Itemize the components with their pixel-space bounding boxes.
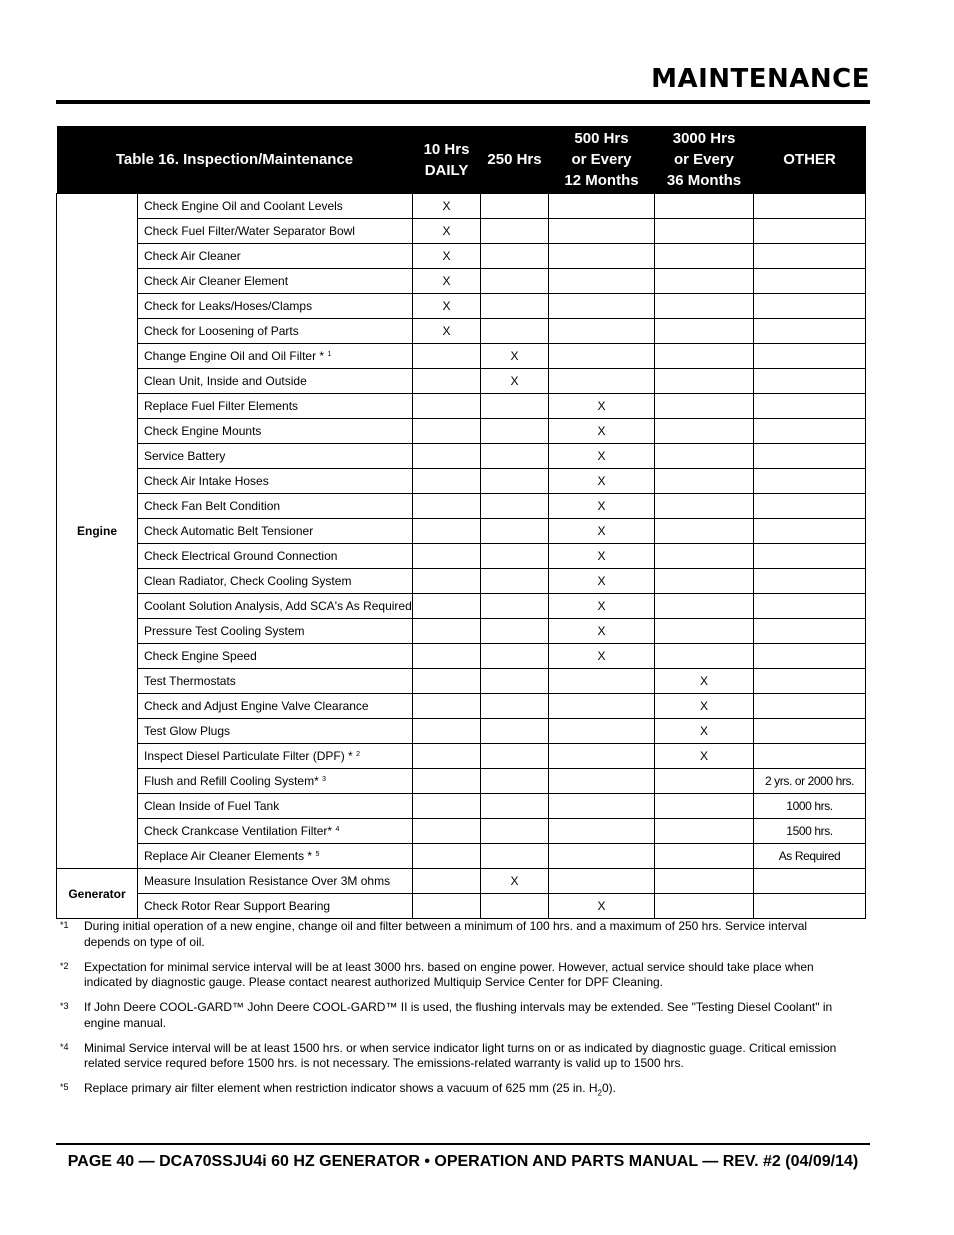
interval-mark-cell	[549, 869, 655, 894]
interval-mark-cell: X	[655, 744, 754, 769]
interval-mark-cell	[413, 794, 481, 819]
table-row	[57, 369, 866, 394]
interval-other-cell	[754, 194, 866, 219]
interval-mark-cell	[655, 819, 754, 844]
interval-mark-cell	[549, 344, 655, 369]
interval-other-cell	[754, 544, 866, 569]
interval-mark-cell	[481, 844, 549, 869]
interval-mark-cell	[413, 719, 481, 744]
task-label: Replace Air Cleaner Elements *	[144, 849, 313, 863]
interval-mark-cell	[481, 694, 549, 719]
interval-mark-cell	[549, 794, 655, 819]
interval-mark-cell	[549, 694, 655, 719]
task-cell	[138, 569, 413, 594]
task-label: Check Engine Oil and Coolant Levels	[144, 199, 343, 213]
interval-mark-cell	[549, 244, 655, 269]
interval-other-cell	[754, 869, 866, 894]
task-label: Check Automatic Belt Tensioner	[144, 524, 314, 538]
interval-mark-cell	[481, 669, 549, 694]
interval-mark-cell	[413, 544, 481, 569]
interval-mark-cell	[549, 294, 655, 319]
interval-mark-cell	[413, 694, 481, 719]
page-footer: PAGE 40 — DCA70SSJU4i 60 HZ GENERATOR • OPERATION AND PARTS MANUAL — REV. #2 (04/09/14)	[67, 1153, 859, 1170]
footnote-mark: *2	[60, 960, 69, 971]
task-cell	[138, 594, 413, 619]
task-label: Inspect Diesel Particulate Filter (DPF) *	[144, 749, 353, 763]
footnote-text: If John Deere COOL-GARD™ John Deere COOL-GARD™ II is used, the flushing intervals may be extended. See "Testing Diesel Coolant" in engine manual.	[84, 1000, 833, 1030]
interval-mark-cell	[481, 644, 549, 669]
interval-mark-cell: X	[655, 719, 754, 744]
task-cell	[138, 319, 413, 344]
task-cell	[138, 619, 413, 644]
interval-mark-cell	[413, 369, 481, 394]
task-label: Clean Inside of Fuel Tank	[144, 799, 280, 813]
table-row	[57, 344, 866, 369]
table-row	[57, 694, 866, 719]
footnote-mark: *1	[60, 920, 69, 930]
task-label: Pressure Test Cooling System	[144, 624, 305, 638]
task-cell	[138, 494, 413, 519]
task-label: Check Air Cleaner Element	[144, 274, 289, 288]
interval-mark-cell: X	[549, 619, 655, 644]
task-label: Change Engine Oil and Oil Filter *	[144, 349, 325, 363]
task-cell	[138, 369, 413, 394]
table-row	[57, 719, 866, 744]
interval-mark-cell: X	[655, 669, 754, 694]
interval-mark-cell: X	[549, 444, 655, 469]
footer-rule	[56, 1143, 870, 1145]
interval-mark-cell	[413, 594, 481, 619]
task-label: Check Air Intake Hoses	[144, 474, 269, 488]
table-row	[57, 419, 866, 444]
table-row	[57, 769, 866, 794]
interval-mark-cell	[481, 794, 549, 819]
task-cell	[138, 769, 413, 794]
interval-mark-cell: X	[549, 569, 655, 594]
interval-other-cell	[754, 444, 866, 469]
interval-mark-cell	[481, 569, 549, 594]
footnotes	[60, 919, 850, 1110]
interval-mark-cell	[481, 519, 549, 544]
interval-mark-cell	[655, 469, 754, 494]
task-label: Clean Unit, Inside and Outside	[144, 374, 307, 388]
interval-mark-cell: X	[413, 269, 481, 294]
task-label: Replace Fuel Filter Elements	[144, 399, 299, 413]
interval-other-cell	[754, 394, 866, 419]
interval-mark-cell	[549, 269, 655, 294]
interval-mark-cell	[549, 369, 655, 394]
table-row	[57, 269, 866, 294]
task-cell	[138, 444, 413, 469]
footnote-ref: 1	[327, 351, 332, 358]
interval-mark-cell	[655, 269, 754, 294]
interval-mark-cell	[481, 894, 549, 919]
interval-other-cell	[754, 519, 866, 544]
interval-mark-cell	[549, 669, 655, 694]
interval-mark-cell	[655, 294, 754, 319]
task-label: Test Glow Plugs	[144, 724, 231, 738]
table-row	[57, 469, 866, 494]
table-row	[57, 444, 866, 469]
table-caption: Table 16. Inspection/Maintenance	[57, 126, 413, 194]
footnote-ref: 4	[335, 826, 340, 833]
interval-mark-cell	[481, 219, 549, 244]
interval-mark-cell	[655, 769, 754, 794]
interval-mark-cell: X	[549, 394, 655, 419]
interval-other-cell	[754, 894, 866, 919]
footnote-ref: 5	[315, 851, 320, 858]
task-label: Coolant Solution Analysis, Add SCA's As Required	[144, 599, 412, 613]
interval-mark-cell	[413, 344, 481, 369]
footnote-mark: *5	[60, 1082, 69, 1092]
task-cell	[138, 294, 413, 319]
interval-mark-cell	[481, 319, 549, 344]
interval-other-cell	[754, 244, 866, 269]
footnote-text: Expectation for minimal service interval will be at least 3000 hrs. based on engine power. However, actual service should take place when indicated by diagnostic gauge. Please contact nearest authorized Multiquip Service Center for DPF Cleaning.	[84, 959, 814, 989]
column-header-other: OTHER	[754, 126, 866, 194]
interval-mark-cell	[481, 294, 549, 319]
interval-mark-cell	[655, 344, 754, 369]
footnote-text: Minimal Service interval will be at least 1500 hrs. or when service indicator light turns on or as indicated by diagnostic guage. Critical emission related service requred before 1500 hrs. is not necessary. The emissions-related warranty is valid up to 1500 hrs.	[84, 1040, 837, 1070]
inspection-maintenance-table	[56, 126, 866, 919]
interval-mark-cell: X	[655, 694, 754, 719]
table-row	[57, 569, 866, 594]
task-cell	[138, 394, 413, 419]
footnote-ref: 3	[322, 776, 326, 783]
table-row	[57, 244, 866, 269]
footnote-mark: *4	[60, 1041, 69, 1052]
interval-mark-cell	[655, 219, 754, 244]
interval-mark-cell	[413, 469, 481, 494]
interval-other-cell	[754, 344, 866, 369]
task-label: Check Rotor Rear Support Bearing	[144, 899, 331, 913]
task-label: Check and Adjust Engine Valve Clearance	[144, 699, 369, 713]
task-cell	[138, 269, 413, 294]
task-label: Flush and Refill Cooling System*	[144, 774, 319, 788]
table-row	[57, 819, 866, 844]
interval-mark-cell	[549, 744, 655, 769]
interval-other-cell	[754, 219, 866, 244]
task-label: Check Engine Mounts	[144, 424, 262, 438]
interval-mark-cell	[481, 619, 549, 644]
interval-other-cell	[754, 619, 866, 644]
task-label: Check Crankcase Ventilation Filter*	[144, 824, 333, 838]
interval-mark-cell	[549, 194, 655, 219]
interval-mark-cell	[413, 869, 481, 894]
task-cell	[138, 894, 413, 919]
table-row	[57, 394, 866, 419]
interval-other-cell	[754, 569, 866, 594]
interval-mark-cell	[655, 869, 754, 894]
interval-mark-cell	[655, 594, 754, 619]
table-row	[57, 294, 866, 319]
interval-mark-cell	[413, 444, 481, 469]
interval-other-cell	[754, 369, 866, 394]
task-cell	[138, 869, 413, 894]
table-row	[57, 594, 866, 619]
interval-mark-cell	[413, 494, 481, 519]
interval-mark-cell	[655, 494, 754, 519]
interval-mark-cell	[413, 769, 481, 794]
interval-mark-cell: X	[549, 894, 655, 919]
interval-mark-cell: X	[549, 519, 655, 544]
interval-mark-cell	[549, 844, 655, 869]
task-cell	[138, 694, 413, 719]
interval-mark-cell	[655, 394, 754, 419]
interval-mark-cell	[549, 219, 655, 244]
interval-mark-cell	[655, 619, 754, 644]
group-label: Generator	[57, 869, 138, 919]
task-label: Check Engine Speed	[144, 649, 257, 663]
interval-other-cell	[754, 694, 866, 719]
interval-mark-cell	[481, 194, 549, 219]
interval-mark-cell: X	[481, 369, 549, 394]
interval-other-cell: 1000 hrs.	[754, 794, 866, 819]
task-cell	[138, 244, 413, 269]
interval-mark-cell	[481, 744, 549, 769]
interval-other-cell	[754, 494, 866, 519]
interval-mark-cell: X	[413, 294, 481, 319]
task-label: Service Battery	[144, 449, 226, 463]
interval-mark-cell	[481, 419, 549, 444]
task-cell	[138, 669, 413, 694]
task-label: Check Fuel Filter/Water Separator Bowl	[144, 224, 355, 238]
interval-mark-cell: X	[413, 244, 481, 269]
interval-other-cell: As Required	[754, 844, 866, 869]
task-cell	[138, 344, 413, 369]
interval-mark-cell	[413, 894, 481, 919]
task-cell	[138, 794, 413, 819]
task-cell	[138, 544, 413, 569]
interval-mark-cell: X	[549, 419, 655, 444]
task-cell	[138, 644, 413, 669]
interval-mark-cell	[481, 494, 549, 519]
interval-mark-cell: X	[413, 219, 481, 244]
interval-mark-cell	[549, 319, 655, 344]
interval-mark-cell	[481, 719, 549, 744]
interval-mark-cell: X	[549, 544, 655, 569]
interval-other-cell	[754, 294, 866, 319]
interval-mark-cell	[481, 594, 549, 619]
task-cell	[138, 194, 413, 219]
interval-mark-cell	[655, 844, 754, 869]
interval-other-cell	[754, 594, 866, 619]
interval-mark-cell	[413, 644, 481, 669]
interval-other-cell: 2 yrs. or 2000 hrs.	[754, 769, 866, 794]
interval-mark-cell	[481, 819, 549, 844]
interval-mark-cell	[549, 769, 655, 794]
interval-mark-cell	[655, 419, 754, 444]
interval-mark-cell: X	[549, 469, 655, 494]
interval-mark-cell	[549, 719, 655, 744]
interval-other-cell	[754, 719, 866, 744]
interval-other-cell	[754, 644, 866, 669]
interval-mark-cell	[413, 669, 481, 694]
interval-mark-cell	[655, 544, 754, 569]
task-cell	[138, 519, 413, 544]
interval-mark-cell	[413, 619, 481, 644]
interval-mark-cell	[481, 444, 549, 469]
interval-mark-cell	[655, 369, 754, 394]
interval-mark-cell	[655, 644, 754, 669]
table-row	[57, 794, 866, 819]
footnote-ref: 2	[356, 751, 360, 758]
table-row	[57, 544, 866, 569]
column-header-250hrs: 250 Hrs	[481, 126, 549, 194]
footnote	[60, 919, 850, 950]
table-row	[57, 844, 866, 869]
interval-mark-cell	[655, 519, 754, 544]
interval-other-cell	[754, 319, 866, 344]
interval-other-cell: 1500 hrs.	[754, 819, 866, 844]
interval-mark-cell: X	[549, 594, 655, 619]
table-row	[57, 669, 866, 694]
task-label: Clean Radiator, Check Cooling System	[144, 574, 352, 588]
interval-other-cell	[754, 744, 866, 769]
column-header-500hrs: 500 Hrs or Every 12 Months	[549, 126, 655, 194]
table-row	[57, 894, 866, 919]
table-row	[57, 644, 866, 669]
task-cell	[138, 744, 413, 769]
interval-mark-cell: X	[413, 194, 481, 219]
task-label: Check for Leaks/Hoses/Clamps	[144, 299, 313, 313]
table-row	[57, 869, 866, 894]
task-cell	[138, 219, 413, 244]
task-label: Check Electrical Ground Connection	[144, 549, 338, 563]
page-title: MAINTENANCE	[651, 64, 870, 94]
interval-mark-cell	[655, 444, 754, 469]
interval-mark-cell	[655, 894, 754, 919]
column-header-10hrs: 10 Hrs DAILY	[413, 126, 481, 194]
interval-mark-cell: X	[413, 319, 481, 344]
table-row	[57, 219, 866, 244]
interval-other-cell	[754, 669, 866, 694]
table-row	[57, 744, 866, 769]
task-cell	[138, 844, 413, 869]
interval-mark-cell	[481, 544, 549, 569]
table-row	[57, 519, 866, 544]
table-header-row	[57, 126, 866, 194]
interval-mark-cell	[655, 244, 754, 269]
interval-mark-cell	[413, 844, 481, 869]
task-label: Test Thermostats	[144, 674, 236, 688]
interval-mark-cell	[413, 744, 481, 769]
interval-mark-cell	[549, 819, 655, 844]
table-row	[57, 619, 866, 644]
interval-mark-cell: X	[549, 644, 655, 669]
interval-mark-cell	[413, 519, 481, 544]
interval-other-cell	[754, 269, 866, 294]
interval-mark-cell	[481, 269, 549, 294]
title-rule	[56, 100, 870, 104]
interval-mark-cell: X	[481, 869, 549, 894]
footnote-text: During initial operation of a new engine, change oil and filter between a minimum of 100 hrs. and a maximum of 250 hrs. Service interval depends on type of oil.	[84, 919, 808, 949]
interval-mark-cell	[481, 244, 549, 269]
interval-mark-cell	[481, 469, 549, 494]
footnote	[60, 960, 850, 991]
interval-mark-cell	[413, 394, 481, 419]
interval-mark-cell	[655, 319, 754, 344]
interval-mark-cell	[413, 569, 481, 594]
interval-mark-cell	[481, 769, 549, 794]
task-cell	[138, 419, 413, 444]
task-cell	[138, 819, 413, 844]
footnote	[60, 1000, 850, 1031]
task-cell	[138, 469, 413, 494]
interval-other-cell	[754, 419, 866, 444]
interval-mark-cell	[413, 419, 481, 444]
footnote-text: Replace primary air filter element when restriction indicator shows a vacuum of 625 mm (25 in. $H_20$).	[84, 1081, 617, 1098]
footnote	[60, 1041, 850, 1072]
interval-other-cell	[754, 469, 866, 494]
table-row	[57, 194, 866, 219]
task-label: Measure Insulation Resistance Over 3M ohms	[144, 874, 391, 888]
footnote	[60, 1081, 850, 1101]
task-cell	[138, 719, 413, 744]
table-row	[57, 319, 866, 344]
column-header-3000hrs: 3000 Hrs or Every 36 Months	[655, 126, 754, 194]
table-body	[57, 194, 866, 919]
table-row	[57, 494, 866, 519]
task-label: Check Air Cleaner	[144, 249, 241, 263]
interval-mark-cell	[655, 194, 754, 219]
interval-mark-cell: X	[549, 494, 655, 519]
interval-mark-cell: X	[481, 344, 549, 369]
group-label: Engine	[57, 194, 138, 869]
interval-mark-cell	[413, 819, 481, 844]
task-label: Check Fan Belt Condition	[144, 499, 281, 513]
interval-mark-cell	[481, 394, 549, 419]
task-label: Check for Loosening of Parts	[144, 324, 299, 338]
interval-mark-cell	[655, 569, 754, 594]
footnote-mark: *3	[60, 1001, 69, 1011]
interval-mark-cell	[655, 794, 754, 819]
